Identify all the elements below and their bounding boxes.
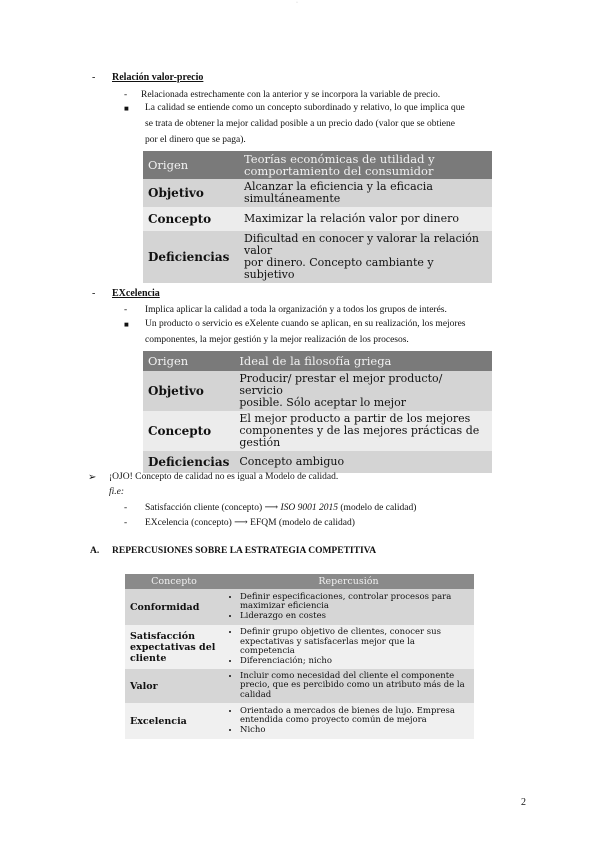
section-title-relacion: Relación valor-precio <box>112 72 204 83</box>
table-row: Concepto Maximizar la relación valor por dinero <box>143 207 492 231</box>
table-row: Objetivo Alcanzar la eficiencia y la eficacia simultáneamente <box>143 179 492 207</box>
section-title-excelencia: EXcelencia <box>112 288 160 299</box>
ojo-note: ¡OJO! Concepto de calidad no es igual a Modelo de calidad. <box>109 472 339 482</box>
excelencia-line-2a: Un producto o servicio es eXelente cuando se aplican, en su realización, los mejores <box>145 319 466 329</box>
arrow-bullet-icon: ➢ <box>88 472 97 483</box>
table-row: Objetivo Producir/ prestar el mejor producto/ servicio posible. Sólo aceptar lo mejor <box>143 371 492 411</box>
table-header-key: Origen <box>143 151 239 179</box>
relacion-line-2b: se trata de obtener la mejor calidad posible a un precio dado (valor que se obtiene <box>145 119 455 129</box>
table-header-key: Origen <box>143 351 234 371</box>
table-row: Deficiencias Concepto ambiguo <box>143 451 492 473</box>
dash-marker: - <box>124 503 128 513</box>
square-bullet-icon: ■ <box>124 320 129 329</box>
relacion-line-1: Relacionada estrechamente con la anterior y se incorpora la variable de precio. <box>141 90 441 100</box>
relacion-line-2a: La calidad se entiende como un concepto subordinado y relativo, lo que implica que <box>145 103 465 113</box>
square-bullet-icon: ■ <box>124 104 129 113</box>
table-header-value: Teorías económicas de utilidad y comportamiento del consumidor <box>239 151 492 179</box>
excelencia-table <box>143 351 492 473</box>
dash-marker: - <box>124 305 128 315</box>
section-a-label: A. <box>90 546 100 556</box>
section-dash: - <box>92 288 96 299</box>
table-row: Satisfacción expectativas del cliente • Definir grupo objetivo de clientes, conocer sus expectativas y satisfacerlas mejor que la competencia • Diferenciación; nicho <box>125 625 474 669</box>
section-dash: - <box>92 72 96 83</box>
rep-header-concepto: Concepto <box>125 574 223 589</box>
excelencia-line-2b: componentes, la mejor gestión y la mejor realización de los procesos. <box>145 335 409 345</box>
dash-marker: - <box>124 90 128 100</box>
section-a-title: REPERCUSIONES SOBRE LA ESTRATEGIA COMPETITIVA <box>112 546 377 556</box>
page-number: 2 <box>521 797 526 808</box>
table-row: Excelencia • Orientado a mercados de bienes de lujo. Empresa entendida como proyecto común de mejora • Nicho <box>125 703 474 739</box>
header-mark: · <box>296 0 298 6</box>
table-row: Valor • Incluir como necesidad del cliente el componente precio, que es percibido como un atributo más de la calidad <box>125 669 474 703</box>
table-row: Concepto El mejor producto a partir de los mejores componentes y de las mejores prácticas de gestión <box>143 411 492 451</box>
repercusiones-table <box>125 574 474 739</box>
table-row: Conformidad • Definir especificaciones, controlar procesos para maximizar eficiencia • Liderazgo en costes <box>125 589 474 625</box>
relacion-table <box>143 151 492 283</box>
table-header-value: Ideal de la filosofía griega <box>234 351 492 371</box>
relacion-line-2c: por el dinero que se paga). <box>145 135 246 145</box>
table-row: Deficiencias Dificultad en conocer y valorar la relación valor por dinero. Concepto cambiante y subjetivo <box>143 231 492 283</box>
rep-header-repercusion: Repercusión <box>223 574 474 589</box>
excelencia-line-1: Implica aplicar la calidad a toda la organización y a todos los grupos de interés. <box>145 305 447 315</box>
fie-label: fi.e: <box>109 487 125 497</box>
ojo-item-2: EXcelencia (concepto) ⟶ EFQM (modelo de calidad) <box>145 518 355 528</box>
dash-marker: - <box>124 518 128 528</box>
ojo-item-1: Satisfacción cliente (concepto) ⟶ ISO 9001 2015 (modelo de calidad) <box>145 503 417 513</box>
